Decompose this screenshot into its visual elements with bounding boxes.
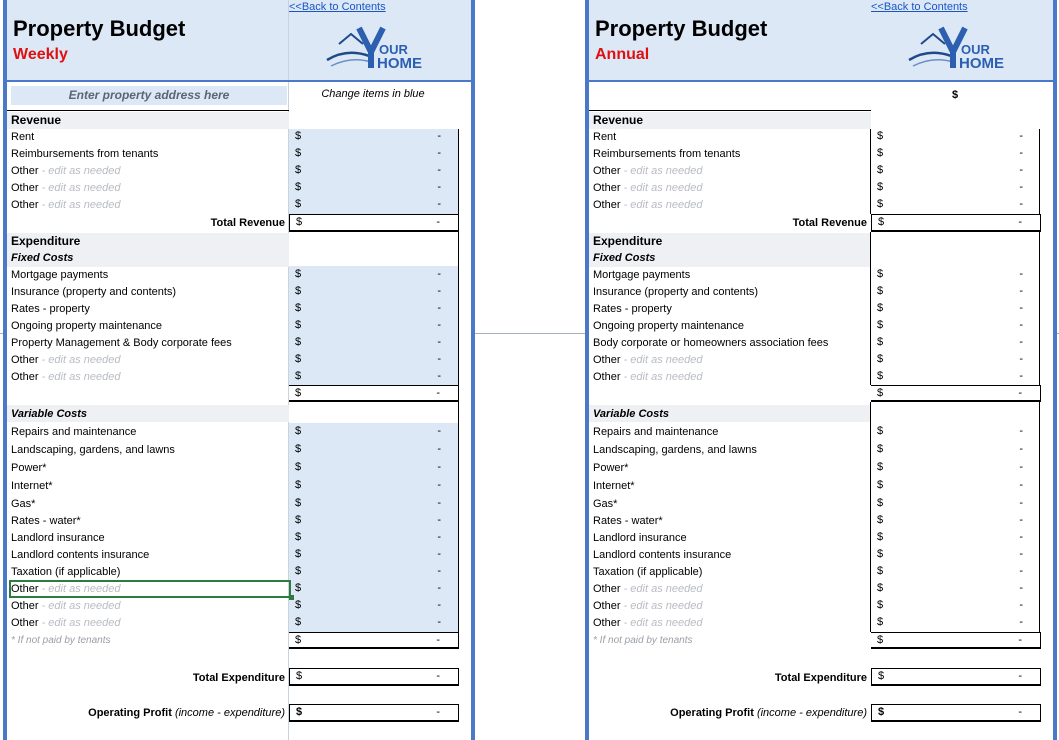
landlord-contents-label: Landlord contents insurance (593, 549, 732, 561)
variable-other-1-value (871, 580, 1041, 597)
footnote: * If not paid by tenants (593, 635, 693, 646)
variable-costs-heading: Variable Costs (11, 408, 88, 420)
variable-header-column (870, 402, 1040, 423)
expenditure-heading: Expenditure (593, 234, 663, 248)
rates-property-label: Rates - property (11, 303, 90, 315)
rent-value[interactable] (289, 128, 459, 145)
text-fragment: Other (11, 354, 39, 366)
power-value (871, 459, 1041, 476)
text-fragment: HOME (959, 55, 1004, 72)
text-fragment: $ (877, 531, 884, 543)
back-to-contents-link[interactable]: <<Back to Contents (289, 1, 386, 13)
text-fragment: - edit as needed (38, 371, 121, 383)
page-title: Property Budget (13, 16, 186, 41)
text-fragment: Other (593, 617, 621, 629)
text-fragment: - (1019, 461, 1023, 473)
mortgage-label: Mortgage payments (593, 269, 691, 281)
text-fragment: $ (295, 336, 302, 348)
weekly-budget-panel (3, 0, 475, 740)
revenue-heading: Revenue (11, 113, 62, 127)
body-corporate-value[interactable] (289, 334, 459, 351)
text-fragment: OUR (961, 42, 990, 57)
rent-label: Rent (11, 131, 35, 143)
text-fragment: $ (877, 319, 884, 331)
period-label: Annual (595, 46, 650, 63)
text-fragment: $ (877, 443, 884, 455)
text-fragment: $ (877, 302, 884, 314)
text-fragment: - (437, 336, 441, 348)
revenue-other-3-value (871, 196, 1041, 213)
text-fragment: - edit as needed (38, 165, 121, 177)
reimbursements-label: Reimbursements from tenants (11, 148, 159, 160)
text-fragment: $ (877, 548, 884, 560)
text-fragment: $ (877, 285, 884, 297)
text-fragment: - (437, 319, 441, 331)
text-fragment: Other (593, 583, 621, 595)
your-home-logo (325, 22, 429, 74)
text-fragment: $ (878, 216, 885, 228)
text-fragment: $ (877, 599, 884, 611)
text-fragment: - (437, 461, 441, 473)
period-label: Weekly (13, 46, 68, 63)
text-fragment: - (1019, 548, 1023, 560)
text-fragment: - edit as needed (38, 182, 121, 194)
insurance-value (871, 283, 1041, 300)
variable-other-1-value[interactable] (289, 580, 459, 597)
fixed-other-2-value[interactable] (289, 368, 459, 385)
text-fragment: - (437, 198, 441, 210)
insurance-value[interactable] (289, 283, 459, 300)
body-corporate-value (871, 334, 1041, 351)
text-fragment: - (1019, 164, 1023, 176)
landlord-contents-label: Landlord contents insurance (11, 549, 150, 561)
text-fragment: - edit as needed (38, 583, 121, 595)
text-fragment: - (437, 353, 441, 365)
text-fragment: Other (11, 617, 39, 629)
text-fragment: $ (877, 514, 884, 526)
property-address-input[interactable]: Enter property address here (11, 86, 287, 105)
variable-costs-subtotal (289, 632, 459, 649)
body-corporate-label: Property Management & Body corporate fees (11, 337, 232, 349)
fixed-other-1-label (593, 353, 702, 367)
text-fragment: $ (877, 634, 884, 646)
text-fragment: $ (877, 497, 884, 509)
text-fragment: - (1019, 353, 1023, 365)
text-fragment: $ (877, 164, 884, 176)
revenue-other-1-value[interactable] (289, 162, 459, 179)
total-revenue-value (289, 214, 459, 232)
text-fragment: Other (593, 165, 621, 177)
text-fragment: - (436, 216, 440, 228)
text-fragment: (income - expenditure) (756, 707, 867, 719)
text-fragment: $ (295, 616, 302, 628)
text-fragment: $ (295, 531, 302, 543)
text-fragment: - (437, 479, 441, 491)
variable-costs-heading: Variable Costs (593, 408, 670, 420)
operating-profit-value (289, 704, 459, 722)
header-border (7, 80, 471, 82)
text-fragment: - (1019, 531, 1023, 543)
text-fragment: Other (11, 199, 39, 211)
rates-water-value[interactable] (289, 512, 459, 529)
text-fragment: $ (877, 198, 884, 210)
text-fragment: - (437, 425, 441, 437)
maintenance-value (871, 317, 1041, 334)
text-fragment: - (437, 370, 441, 382)
rates-property-value[interactable] (289, 300, 459, 317)
text-fragment: $ (295, 302, 302, 314)
landscaping-value[interactable] (289, 441, 459, 458)
revenue-other-2-label (11, 181, 120, 195)
landlord-insurance-label: Landlord insurance (593, 532, 687, 544)
variable-header-column (289, 402, 459, 423)
text-fragment: - edit as needed (620, 354, 703, 366)
text-fragment: - (437, 531, 441, 543)
text-fragment: $ (295, 599, 302, 611)
revenue-other-3-value[interactable] (289, 196, 459, 213)
landscaping-label: Landscaping, gardens, and lawns (593, 444, 757, 456)
footnote: * If not paid by tenants (11, 635, 111, 646)
annual-budget-panel (585, 0, 1057, 740)
text-fragment: $ (295, 514, 302, 526)
maintenance-value[interactable] (289, 317, 459, 334)
text-fragment: $ (295, 497, 302, 509)
text-fragment: $ (878, 706, 885, 718)
text-fragment: - edit as needed (620, 182, 703, 194)
taxation-value[interactable] (289, 563, 459, 580)
text-fragment: - (437, 130, 441, 142)
text-fragment: $ (295, 443, 302, 455)
internet-label: Internet* (593, 480, 635, 492)
fixed-costs-heading: Fixed Costs (11, 252, 74, 264)
variable-other-1-label (593, 582, 702, 596)
text-fragment: - edit as needed (38, 354, 121, 366)
variable-other-3-label (11, 616, 120, 630)
internet-value[interactable] (289, 477, 459, 494)
header-underline (7, 110, 289, 111)
text-fragment: Other (593, 182, 621, 194)
text-fragment: Operating Profit (670, 707, 754, 719)
reimbursements-label: Reimbursements from tenants (593, 148, 741, 160)
text-fragment: $ (295, 461, 302, 473)
text-fragment: - (1019, 479, 1023, 491)
text-fragment: Other (11, 600, 39, 612)
total-expenditure-value (871, 668, 1041, 686)
header-underline (589, 110, 871, 111)
total-revenue-label: Total Revenue (792, 217, 867, 229)
total-revenue-label: Total Revenue (210, 217, 285, 229)
text-fragment: $ (877, 425, 884, 437)
text-fragment: OUR (379, 42, 408, 57)
text-fragment: $ (877, 181, 884, 193)
revenue-other-1-label (593, 164, 702, 178)
text-fragment: - (1019, 582, 1023, 594)
repairs-label: Repairs and maintenance (11, 426, 137, 438)
text-fragment: $ (295, 565, 302, 577)
variable-costs-subtotal (871, 632, 1041, 649)
revenue-other-2-value[interactable] (289, 179, 459, 196)
reimbursements-value[interactable] (289, 145, 459, 162)
text-fragment: Other (593, 600, 621, 612)
text-fragment: - (1018, 216, 1022, 228)
rates-water-label: Rates - water* (593, 515, 663, 527)
landlord-contents-value[interactable] (289, 546, 459, 563)
text-fragment: $ (295, 479, 302, 491)
text-fragment: - (437, 181, 441, 193)
text-fragment: - (1019, 497, 1023, 509)
text-fragment: - (1019, 443, 1023, 455)
text-fragment: - edit as needed (620, 600, 703, 612)
text-fragment: $ (877, 336, 884, 348)
text-fragment: Other (11, 583, 39, 595)
total-revenue-value (871, 214, 1041, 232)
text-fragment: - (437, 147, 441, 159)
fixed-costs-subtotal (871, 385, 1041, 402)
revenue-other-1-value (871, 162, 1041, 179)
repairs-label: Repairs and maintenance (593, 426, 719, 438)
text-fragment: - (437, 302, 441, 314)
taxation-value (871, 563, 1041, 580)
change-items-note: Change items in blue (321, 88, 425, 100)
expenditure-header-column (289, 232, 459, 266)
mortgage-value[interactable] (289, 266, 459, 283)
gas-label: Gas* (593, 498, 618, 510)
mortgage-label: Mortgage payments (11, 269, 109, 281)
total-expenditure-value (289, 668, 459, 686)
revenue-other-2-value (871, 179, 1041, 196)
text-fragment: - (1019, 181, 1023, 193)
text-fragment: - (1019, 198, 1023, 210)
revenue-other-3-label (593, 198, 702, 212)
total-expenditure-label: Total Expenditure (774, 672, 867, 684)
text-fragment: $ (295, 425, 302, 437)
text-fragment: - (437, 548, 441, 560)
insurance-label: Insurance (property and contents) (11, 286, 177, 298)
text-fragment: $ (877, 387, 884, 399)
variable-other-3-label (593, 616, 702, 630)
text-fragment: $ (877, 582, 884, 594)
text-fragment: - (1018, 670, 1022, 682)
operating-profit-label (670, 705, 867, 721)
text-fragment: - (1019, 616, 1023, 628)
landlord-insurance-value[interactable] (289, 529, 459, 546)
gas-value (871, 495, 1041, 512)
text-fragment: Other (593, 354, 621, 366)
text-fragment: $ (877, 565, 884, 577)
revenue-other-3-label (11, 198, 120, 212)
text-fragment: $ (295, 181, 302, 193)
taxation-label: Taxation (if applicable) (11, 566, 121, 578)
text-fragment: - (1018, 387, 1022, 399)
text-fragment: $ (877, 461, 884, 473)
power-label: Power* (11, 462, 47, 474)
text-fragment: - edit as needed (620, 165, 703, 177)
text-fragment: - (1019, 130, 1023, 142)
text-fragment: - (1019, 268, 1023, 280)
text-fragment: $ (295, 319, 302, 331)
text-fragment: - (437, 582, 441, 594)
text-fragment: Other (11, 371, 39, 383)
mortgage-value (871, 266, 1041, 283)
gas-label: Gas* (11, 498, 36, 510)
text-fragment: - (436, 634, 440, 646)
text-fragment: - edit as needed (38, 600, 121, 612)
fixed-other-2-label (593, 370, 702, 384)
rates-water-value (871, 512, 1041, 529)
text-fragment: $ (295, 268, 302, 280)
fixed-other-1-value[interactable] (289, 351, 459, 368)
reimbursements-value (871, 145, 1041, 162)
text-fragment: - (437, 285, 441, 297)
text-fragment: - (1019, 302, 1023, 314)
text-fragment: Operating Profit (88, 707, 172, 719)
rent-label: Rent (593, 131, 617, 143)
text-fragment: $ (877, 353, 884, 365)
variable-other-2-value (871, 597, 1041, 614)
text-fragment: Other (593, 199, 621, 211)
text-fragment: - (437, 443, 441, 455)
fixed-costs-subtotal (289, 385, 459, 402)
text-fragment: - (437, 616, 441, 628)
text-fragment: $ (295, 353, 302, 365)
text-fragment: - (1019, 147, 1023, 159)
text-fragment: - edit as needed (620, 371, 703, 383)
operating-profit-value (871, 704, 1041, 722)
variable-other-2-value[interactable] (289, 597, 459, 614)
text-fragment: - edit as needed (38, 199, 121, 211)
taxation-label: Taxation (if applicable) (593, 566, 703, 578)
currency-header: $ (951, 89, 959, 101)
expenditure-heading: Expenditure (11, 234, 81, 248)
text-fragment: HOME (377, 55, 422, 72)
text-fragment: - (1018, 706, 1022, 718)
text-fragment: $ (295, 548, 302, 560)
text-fragment: $ (877, 479, 884, 491)
text-fragment: - (437, 565, 441, 577)
text-fragment: Other (593, 371, 621, 383)
gas-value[interactable] (289, 495, 459, 512)
repairs-value (871, 423, 1041, 440)
total-expenditure-label: Total Expenditure (192, 672, 285, 684)
variable-other-2-label (11, 599, 120, 613)
text-fragment: - (1019, 285, 1023, 297)
text-fragment: - (1019, 565, 1023, 577)
text-fragment: $ (877, 130, 884, 142)
revenue-heading: Revenue (593, 113, 644, 127)
rates-water-label: Rates - water* (11, 515, 81, 527)
back-to-contents-link[interactable]: <<Back to Contents (871, 1, 968, 13)
repairs-value[interactable] (289, 423, 459, 440)
selected-cell-highlight (9, 580, 291, 598)
text-fragment: $ (877, 616, 884, 628)
text-fragment: - (437, 599, 441, 611)
rates-property-label: Rates - property (593, 303, 672, 315)
power-value[interactable] (289, 459, 459, 476)
rates-property-value (871, 300, 1041, 317)
text-fragment: $ (295, 147, 302, 159)
landlord-insurance-value (871, 529, 1041, 546)
text-fragment: $ (877, 370, 884, 382)
fixed-other-1-value (871, 351, 1041, 368)
revenue-other-1-label (11, 164, 120, 178)
text-fragment: - (1019, 599, 1023, 611)
variable-other-3-value[interactable] (289, 614, 459, 631)
maintenance-label: Ongoing property maintenance (593, 320, 745, 332)
text-fragment: - edit as needed (38, 617, 121, 629)
power-label: Power* (593, 462, 629, 474)
text-fragment: $ (295, 582, 302, 594)
rent-value (871, 128, 1041, 145)
landscaping-value (871, 441, 1041, 458)
text-fragment: Other (11, 182, 39, 194)
maintenance-label: Ongoing property maintenance (11, 320, 163, 332)
text-fragment: $ (295, 634, 302, 646)
fixed-other-2-label (11, 370, 120, 384)
text-fragment: $ (295, 198, 302, 210)
text-fragment: - (1019, 425, 1023, 437)
landlord-insurance-label: Landlord insurance (11, 532, 105, 544)
text-fragment: - (1018, 634, 1022, 646)
text-fragment: $ (296, 216, 303, 228)
text-fragment: $ (877, 268, 884, 280)
body-corporate-label: Body corporate or homeowners association fees (593, 337, 829, 349)
text-fragment: - (437, 164, 441, 176)
fixed-other-1-label (11, 353, 120, 367)
page-title: Property Budget (595, 16, 768, 41)
text-fragment: - (437, 514, 441, 526)
text-fragment: $ (295, 130, 302, 142)
text-fragment: Other (11, 165, 39, 177)
text-fragment: - (437, 497, 441, 509)
fixed-costs-heading: Fixed Costs (593, 252, 656, 264)
text-fragment: $ (295, 164, 302, 176)
operating-profit-label (88, 705, 285, 721)
text-fragment: - (1019, 514, 1023, 526)
variable-other-3-value (871, 614, 1041, 631)
text-fragment: $ (878, 670, 885, 682)
text-fragment: $ (296, 706, 303, 718)
text-fragment: - (436, 670, 440, 682)
text-fragment: - (436, 387, 440, 399)
text-fragment: $ (295, 285, 302, 297)
landscaping-label: Landscaping, gardens, and lawns (11, 444, 175, 456)
text-fragment: - (1019, 370, 1023, 382)
text-fragment: $ (296, 670, 303, 682)
header-border (589, 80, 1053, 82)
text-fragment: - (436, 706, 440, 718)
internet-label: Internet* (11, 480, 53, 492)
text-fragment: $ (295, 387, 302, 399)
text-fragment: $ (295, 370, 302, 382)
text-fragment: - edit as needed (620, 199, 703, 211)
text-fragment: - (1019, 336, 1023, 348)
text-fragment: - edit as needed (620, 583, 703, 595)
variable-other-2-label (593, 599, 702, 613)
fixed-other-2-value (871, 368, 1041, 385)
text-fragment: - (1019, 319, 1023, 331)
text-fragment: $ (877, 147, 884, 159)
revenue-other-2-label (593, 181, 702, 195)
your-home-logo (907, 22, 1011, 74)
text-fragment: - (437, 268, 441, 280)
text-fragment: (income - expenditure) (174, 707, 285, 719)
insurance-label: Insurance (property and contents) (593, 286, 759, 298)
landlord-contents-value (871, 546, 1041, 563)
text-fragment: - edit as needed (620, 617, 703, 629)
internet-value (871, 477, 1041, 494)
expenditure-header-column (870, 232, 1040, 266)
